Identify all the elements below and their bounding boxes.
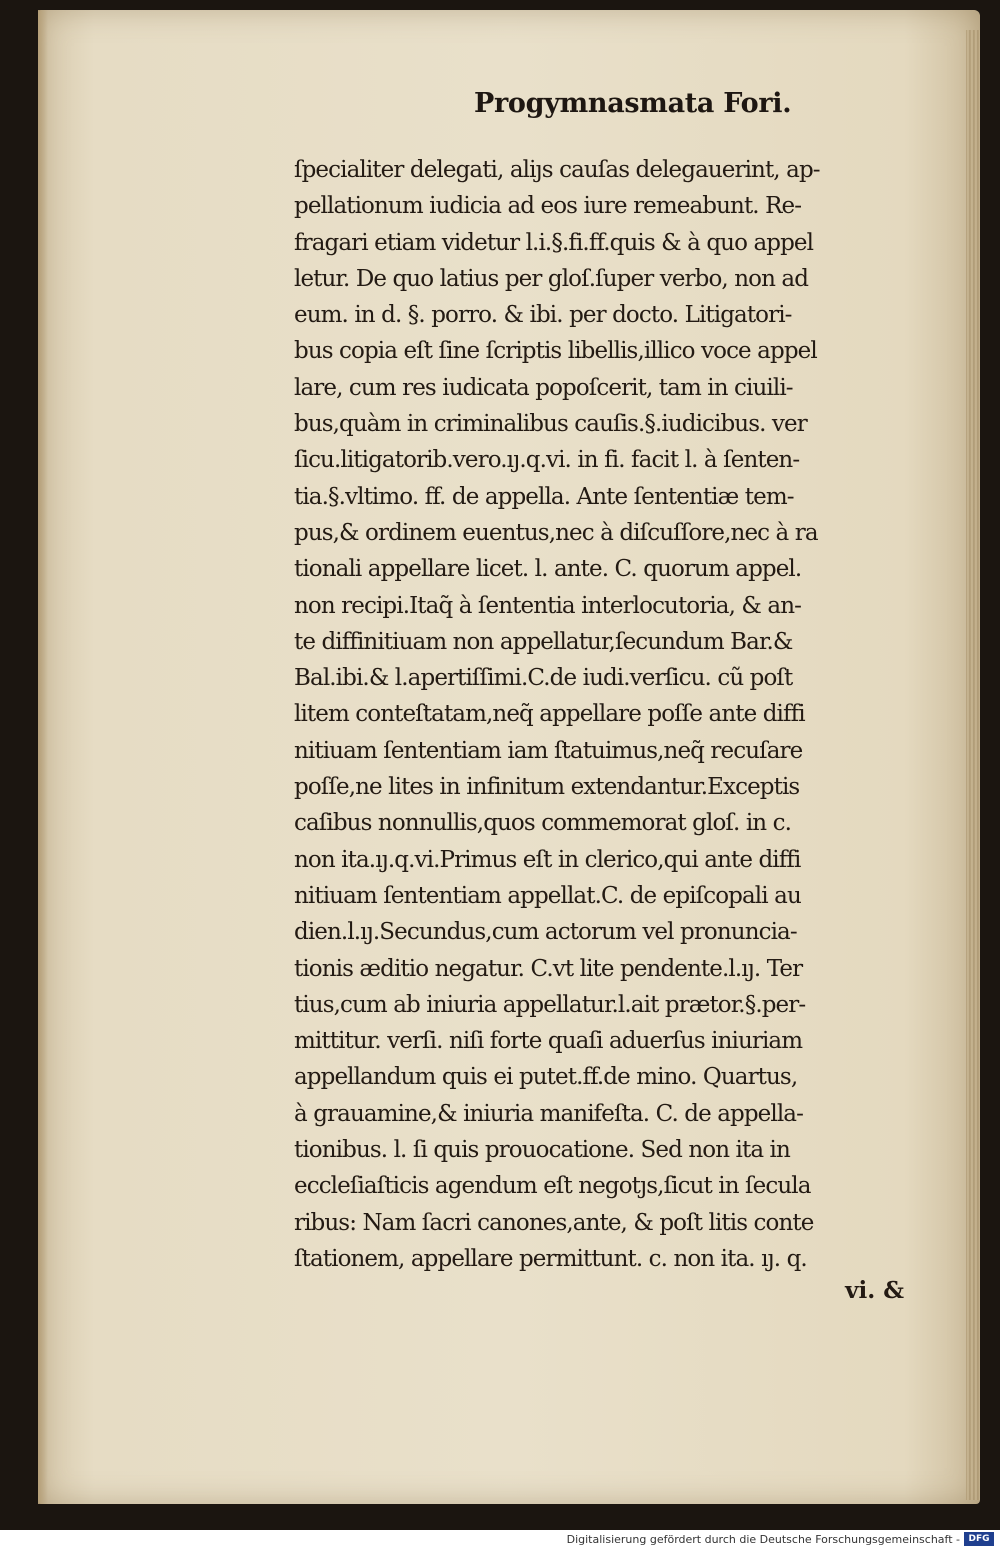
text-line: poſſe,ne lites in infinitum extendantur.Exceptis xyxy=(294,774,800,801)
text-line: ribus: Nam ſacri canones,ante, & poſt litis conte xyxy=(294,1209,814,1236)
text-line: Bal.ibi.& l.apertiſſimi.C.de iudi.verſicu. cũ poſt xyxy=(294,665,793,692)
text-line: lare, cum res iudicata popoſcerit, tam in ciuili- xyxy=(294,374,793,401)
text-line: fragari etiam videtur l.i.§.fi.ff.quis & à quo appel xyxy=(294,229,814,256)
text-line: à grauamine,& iniuria manifeſta. C. de appella- xyxy=(294,1100,803,1127)
text-line: nitiuam ſententiam iam ſtatuimus,neq̃ recuſare xyxy=(294,737,803,764)
catchword: vi. & xyxy=(845,1277,904,1304)
text-line: eum. in d. §. porro. & ibi. per docto. Litigatori- xyxy=(294,302,792,329)
text-line: tionibus. l. ſi quis prouocatione. Sed non ita in xyxy=(294,1137,790,1164)
text-block xyxy=(294,152,934,1277)
text-line: te diffinitiuam non appellatur,ſecundum Bar.& xyxy=(294,628,793,655)
text-line: pus,& ordinem euentus,nec à diſcuſſore,nec à ra xyxy=(294,519,818,546)
text-line: tionis æditio negatur. C.vt lite pendente.l.ıȷ. Ter xyxy=(294,955,803,982)
funding-note: Digitalisierung gefördert durch die Deutsche Forschungsgemeinschaft - xyxy=(566,1533,960,1546)
text-line: dien.l.ıȷ.Secundus,cum actorum vel pronuncia- xyxy=(294,919,797,946)
text-line: tia.§.vltimo. ff. de appella. Ante ſententiæ tem- xyxy=(294,483,794,510)
running-head: Progymnasmata Fori. xyxy=(474,88,792,119)
text-line: non ita.ıȷ.q.vi.Primus eſt in clerico,qui ante diffi xyxy=(294,846,801,873)
text-line: mittitur. verſi. niſi forte quaſi aduerſus iniuriam xyxy=(294,1028,803,1055)
text-line: letur. De quo latius per gloſ.ſuper verbo, non ad xyxy=(294,265,809,292)
text-line: eccleſiaſticis agendum eſt negotȷs,ſicut in ſecula xyxy=(294,1173,811,1200)
text-line: bus copia eſt ſine ſcriptis libellis,illico voce appel xyxy=(294,338,817,365)
text-line: nitiuam ſententiam appellat.C. de epiſcopali au xyxy=(294,882,801,909)
text-line: ſicu.litigatorib.vero.ıȷ.q.vi. in fi. facit l. à ſenten- xyxy=(294,447,800,474)
text-line: bus,quàm in criminalibus cauſis.§.iudicibus. ver xyxy=(294,411,807,438)
text-line: litem conteſtatam,neq̃ appellare poſſe ante diffi xyxy=(294,701,805,728)
text-line: non recipi.Itaq̃ à ſententia interlocutoria, & an- xyxy=(294,592,802,619)
text-line: pellationum iudicia ad eos iure remeabunt. Re- xyxy=(294,193,802,220)
text-line: appellandum quis ei putet.ff.de mino. Quartus, xyxy=(294,1064,798,1091)
text-line: tius,cum ab iniuria appellatur.l.ait prætor.§.per- xyxy=(294,991,806,1018)
dfg-logo: DFG xyxy=(964,1532,994,1546)
text-line: caſibus nonnullis,quos commemorat gloſ. in c. xyxy=(294,810,792,837)
text-line: tionali appellare licet. l. ante. C. quorum appel. xyxy=(294,556,802,583)
text-line: ſtationem, appellare permittunt. c. non ita. ıȷ. q. xyxy=(294,1245,807,1272)
page-edge xyxy=(966,30,980,1500)
text-line: ſpecialiter delegati, aliȷs cauſas delegauerint, ap- xyxy=(294,157,820,183)
